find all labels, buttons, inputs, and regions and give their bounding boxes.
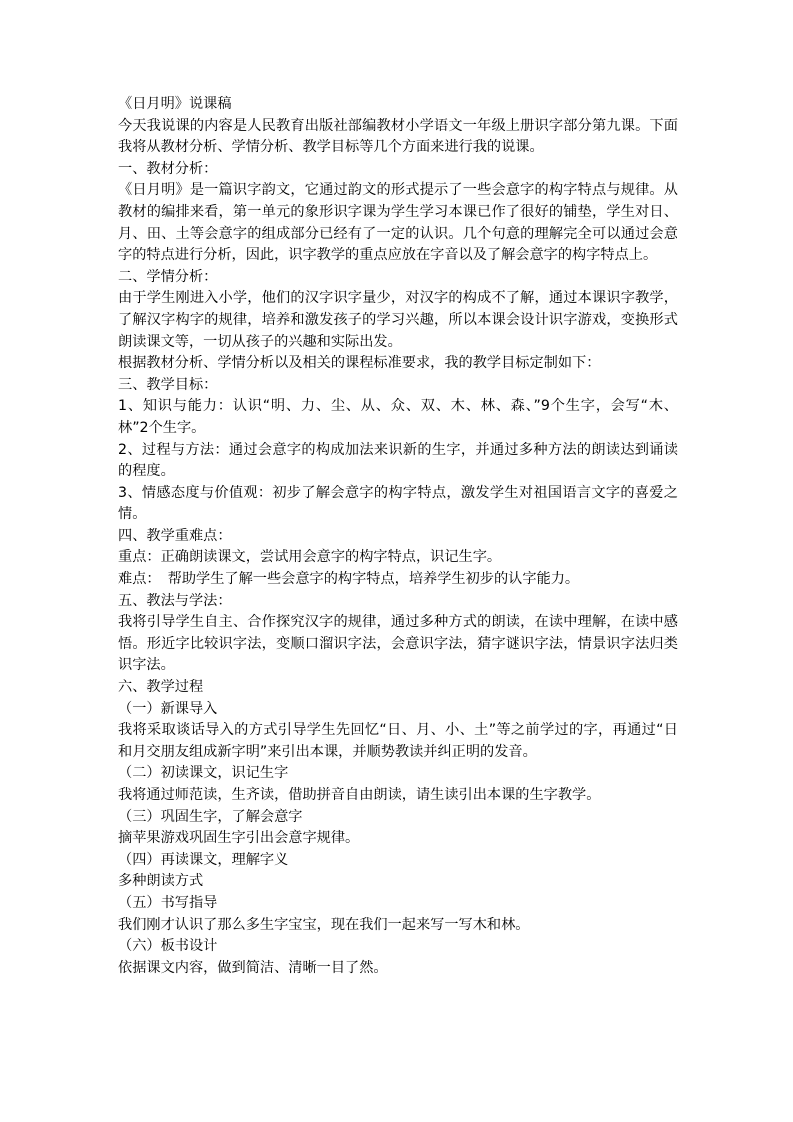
heading-methods: 五、教法与学法： bbox=[118, 592, 232, 609]
paragraph-intro: 今天我说课的内容是人民教育出版社部编教材小学语文一年级上册识字部分第九课。下面我将从教材分析、学情分析、教学目标等几个方面来进行我的说课。 bbox=[118, 117, 678, 156]
paragraph-goal-knowledge: 1、知识与能力：认识“明、力、尘、从、众、双、木、林、森、”9个生字，会写“木、林”2个生字。 bbox=[118, 398, 678, 436]
paragraph-goals-intro: 根据教材分析、学情分析以及相关的课程标准要求，我的教学目标定制如下： bbox=[118, 355, 601, 372]
subheading-reread: （四）再读课文，理解字义 bbox=[118, 851, 289, 868]
paragraph-first-reading: 我将通过师范读，生齐读，借助拼音自由朗读，请生读引出本课的生字教学。 bbox=[118, 787, 601, 803]
paragraph-new-lesson: 我将采取谈话导入的方式引导学生先回忆“日、月、小、土”等之前学过的字，再通过“日和月交朋友组成新字明”来引出本课，并顺势教读并纠正明的发音。 bbox=[118, 722, 678, 760]
paragraph-writing: 我们刚才认识了那么多生字宝宝，现在我们一起来写一写木和林。 bbox=[118, 916, 530, 933]
heading-student-analysis: 二、学情分析： bbox=[118, 268, 218, 285]
document-page bbox=[118, 94, 678, 979]
paragraph-goal-emotion: 3、情感态度与价值观：初步了解会意字的构字特点，激发学生对祖国语言文字的喜爱之情。 bbox=[118, 484, 678, 523]
subheading-board-design: （六）板书设计 bbox=[118, 938, 218, 955]
paragraph-consolidate: 摘苹果游戏巩固生字引出会意字规律。 bbox=[118, 830, 360, 847]
heading-teaching-process: 六、教学过程 bbox=[118, 679, 204, 696]
heading-teaching-goals: 三、教学目标： bbox=[118, 376, 218, 393]
paragraph-textbook-analysis: 《日月明》是一篇识字韵文，它通过韵文的形式提示了一些会意字的构字特点与规律。从教材的编排来看，第一单元的象形识字课为学生学习本课已作了很好的铺垫，学生对日、月、田、土等会意字的组成部分已经有了一定的认识。几个句意的理解完全可以通过会意字的特点进行分析，因此，识字教学的重点应放在字音以及了解会意字的构字特点上。 bbox=[118, 182, 678, 264]
paragraph-methods: 我将引导学生自主、合作探究汉字的规律，通过多种方式的朗读，在读中理解，在读中感悟。形近字比较识字法，变顺口溜识字法，会意识字法，猜字谜识字法，情景识字法归类识字法。 bbox=[118, 614, 678, 674]
paragraph-key-point: 重点：正确朗读课文，尝试用会意字的构字特点，识记生字。 bbox=[118, 549, 502, 566]
paragraph-reread: 多种朗读方式 bbox=[118, 873, 204, 890]
document-title: 《日月明》说课稿 bbox=[118, 96, 232, 112]
subheading-new-lesson: （一）新课导入 bbox=[118, 700, 218, 717]
paragraph-difficult-point: 难点： 帮助学生了解一些会意字的构字特点，培养学生初步的认字能力。 bbox=[118, 571, 580, 588]
subheading-writing: （五）书写指导 bbox=[118, 894, 218, 911]
paragraph-student-analysis: 由于学生刚进入小学，他们的汉字识字量少，对汉字的构成不了解，通过本课识字教学，了解汉字构字的规律，培养和激发孩子的学习兴趣，所以本课会设计识字游戏，变换形式朗读课文等，一切从孩子的兴趣和实际出发。 bbox=[118, 290, 678, 350]
paragraph-goal-process: 2、过程与方法：通过会意字的构成加法来识新的生字，并通过多种方法的朗读达到诵读的程度。 bbox=[118, 441, 678, 480]
subheading-first-reading: （二）初读课文，识记生字 bbox=[118, 765, 289, 782]
heading-textbook-analysis: 一、教材分析： bbox=[118, 160, 218, 177]
subheading-consolidate: （三）巩固生字，了解会意字 bbox=[118, 808, 303, 825]
paragraph-board-design: 依据课文内容，做到简洁、清晰一目了然。 bbox=[118, 959, 388, 976]
heading-key-points: 四、教学重难点： bbox=[118, 527, 232, 544]
